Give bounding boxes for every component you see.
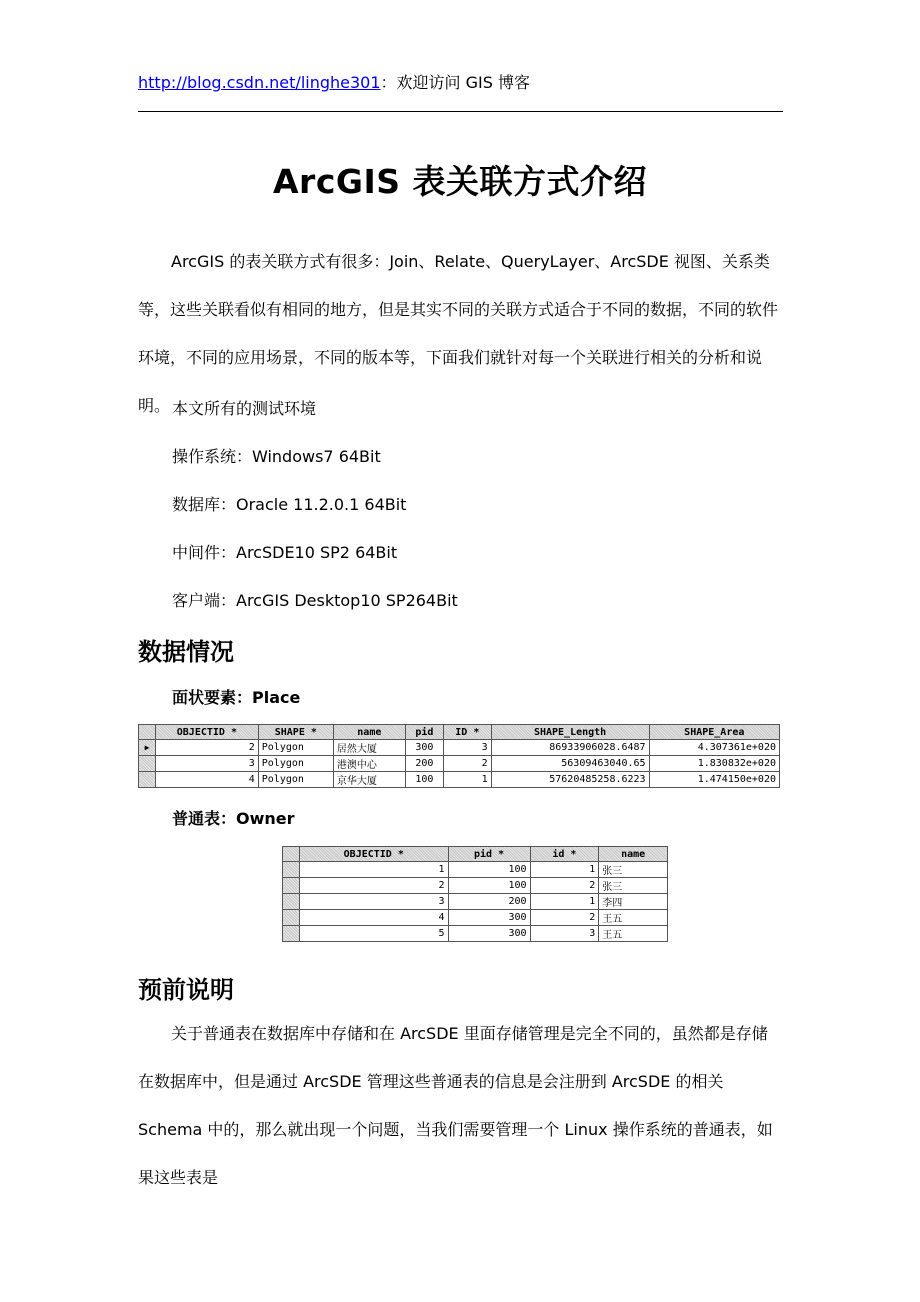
table-row[interactable] (283, 862, 668, 878)
notes-paragraph: 关于普通表在数据库中存储和在 ArcSDE 里面存储管理是完全不同的，虽然都是存储在数据库中，但是通过 ArcSDE 管理这些普通表的信息是会注册到 ArcSDE 的相关 Schema 中的，那么就出现一个问题，当我们需要管理一个 Linux 操作系统的普通表，如果这些表是 (138, 1024, 773, 1187)
cell[interactable]: 2 (300, 878, 449, 894)
env-os: 操作系统：Windows7 64Bit (172, 447, 381, 466)
cell[interactable]: 李四 (599, 894, 668, 910)
col-header[interactable]: name (599, 847, 668, 862)
cell[interactable]: 57620485258.6223 (491, 772, 649, 788)
cell[interactable]: 100 (448, 862, 530, 878)
place-table (138, 724, 780, 788)
header-suffix: ：欢迎访问 GIS 博客 (380, 73, 530, 92)
table-row[interactable] (283, 878, 668, 894)
col-header[interactable]: ID * (444, 725, 492, 740)
cell[interactable]: Polygon (258, 772, 333, 788)
cell[interactable]: 2 (444, 756, 492, 772)
cell[interactable]: 2 (530, 910, 599, 926)
cell[interactable]: 5 (300, 926, 449, 942)
section-data-heading: 数据情况 (138, 638, 234, 666)
env-middleware: 中间件：ArcSDE10 SP2 64Bit (172, 543, 398, 562)
cell[interactable]: Polygon (258, 756, 333, 772)
cell[interactable]: 3 (530, 926, 599, 942)
page-header (138, 70, 530, 93)
col-header[interactable]: pid (405, 725, 443, 740)
place-label: 面状要素：Place (172, 688, 301, 707)
row-selector[interactable] (139, 772, 156, 788)
cell[interactable]: 1 (300, 862, 449, 878)
table-row[interactable] (283, 910, 668, 926)
row-selector[interactable] (283, 910, 300, 926)
place-header-row (139, 725, 780, 740)
cell[interactable]: 3 (444, 740, 492, 756)
row-selector[interactable] (139, 756, 156, 772)
cell[interactable]: 1 (530, 894, 599, 910)
current-row-arrow-icon: ▶ (144, 743, 150, 752)
col-header[interactable]: SHAPE * (258, 725, 333, 740)
cell[interactable]: 4.307361e+020 (649, 740, 779, 756)
owner-label: 普通表：Owner (172, 809, 295, 828)
table-row[interactable] (139, 756, 780, 772)
cell[interactable]: 200 (405, 756, 443, 772)
cell[interactable]: 京华大厦 (333, 772, 405, 788)
col-header[interactable]: pid * (448, 847, 530, 862)
cell[interactable]: 王五 (599, 910, 668, 926)
cell[interactable]: 56309463040.65 (491, 756, 649, 772)
cell[interactable]: 3 (300, 894, 449, 910)
cell[interactable]: 张三 (599, 878, 668, 894)
env-heading: 本文所有的测试环境 (172, 399, 317, 418)
cell[interactable]: 1 (444, 772, 492, 788)
blog-link[interactable]: http://blog.csdn.net/linghe301 (138, 73, 381, 92)
cell[interactable]: 居然大厦 (333, 740, 405, 756)
row-selector[interactable] (283, 926, 300, 942)
col-header[interactable]: SHAPE_Length (491, 725, 649, 740)
cell[interactable]: 王五 (599, 926, 668, 942)
cell[interactable]: 300 (448, 910, 530, 926)
cell[interactable]: 2 (156, 740, 259, 756)
cell[interactable]: 1.830832e+020 (649, 756, 779, 772)
cell[interactable]: 张三 (599, 862, 668, 878)
cell[interactable]: 100 (448, 878, 530, 894)
page-title: ArcGIS 表关联方式介绍 (273, 162, 647, 201)
section-notes-heading: 预前说明 (138, 976, 234, 1004)
table-row[interactable] (283, 926, 668, 942)
cell[interactable]: 3 (156, 756, 259, 772)
intro-paragraph: ArcGIS 的表关联方式有很多：Join、Relate、QueryLayer、ArcSDE 视图、关系类等，这些关联看似有相同的地方，但是其实不同的关联方式适合于不同的数据，不同的软件环境，不同的应用场景，不同的版本等，下面我们就针对每一个关联进行相关的分析和说明。 (138, 252, 779, 415)
cell[interactable]: Polygon (258, 740, 333, 756)
table-row[interactable] (139, 740, 780, 756)
col-header[interactable]: SHAPE_Area (649, 725, 779, 740)
row-selector[interactable] (283, 878, 300, 894)
row-selector[interactable] (283, 894, 300, 910)
cell[interactable]: 300 (448, 926, 530, 942)
cell[interactable]: 2 (530, 878, 599, 894)
cell[interactable]: 1.474150e+020 (649, 772, 779, 788)
cell[interactable]: 300 (405, 740, 443, 756)
table-row[interactable] (139, 772, 780, 788)
env-db: 数据库：Oracle 11.2.0.1 64Bit (172, 495, 407, 514)
col-header[interactable]: OBJECTID * (300, 847, 449, 862)
owner-table (282, 846, 668, 942)
col-header[interactable]: name (333, 725, 405, 740)
env-client: 客户端：ArcGIS Desktop10 SP264Bit (172, 591, 458, 610)
col-header[interactable]: OBJECTID * (156, 725, 259, 740)
cell[interactable]: 4 (156, 772, 259, 788)
cell[interactable]: 86933906028.6487 (491, 740, 649, 756)
owner-header-row (283, 847, 668, 862)
col-header[interactable]: id * (530, 847, 599, 862)
cell[interactable]: 4 (300, 910, 449, 926)
row-selector[interactable] (283, 862, 300, 878)
cell[interactable]: 港澳中心 (333, 756, 405, 772)
header-divider (138, 111, 783, 112)
row-selector-header (139, 725, 156, 740)
cell[interactable]: 100 (405, 772, 443, 788)
cell[interactable]: 1 (530, 862, 599, 878)
row-selector[interactable] (139, 740, 156, 756)
row-selector-header (283, 847, 300, 862)
table-row[interactable] (283, 894, 668, 910)
cell[interactable]: 200 (448, 894, 530, 910)
